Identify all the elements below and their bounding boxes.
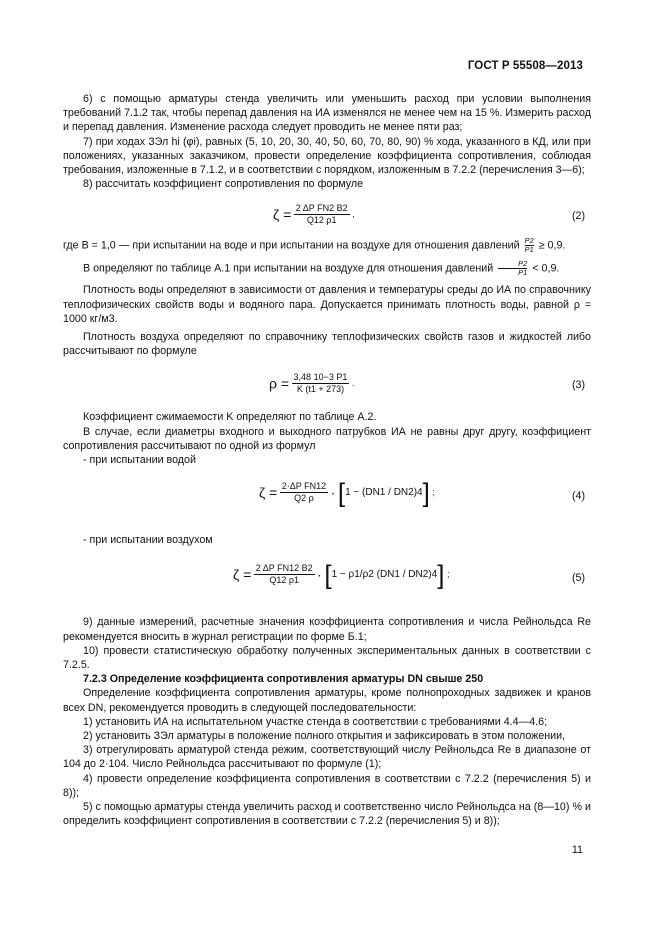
air-test-label: - при испытании воздухом <box>83 534 213 547</box>
formula-2-number: (2) <box>571 210 585 223</box>
water-density-paragraph: Плотность воды определяют в зависимости от давления и температуры среды до ИА по справочнику теплофизических свойств воды и водяного пара. Допускается принимать плотность воды, равной ρ = 1000 кг/м3. <box>63 284 591 325</box>
doc-header: ГОСТ Р 55508—2013 <box>467 60 583 72</box>
step-5: 5) с помощью арматуры стенда увеличить расход и соответственно число Рейнольдса на (8—10) % и определить коэффициент сопротивления в соответствии с 7.2.2 (перечисления 5) и 8)); <box>63 801 591 828</box>
paragraph-10: 10) провести статистическую обработку полученных экспериментальных данных в соответствии с 7.2.5. <box>63 644 591 672</box>
document-body <box>63 92 591 829</box>
formula-3: ρ = $\frac{3,48 10-3 P1}{K (t1 + 273)}$ . (3) <box>269 372 585 395</box>
section-heading: 7.2.3 Определение коэффициента сопротивления арматуры DN свыше 250 <box>83 673 484 686</box>
different-diameters-paragraph: В случае, если диаметры входного и выходного патрубков ИА не равны друг другу, коэффициент сопротивления рассчитывают по одной из формул <box>63 425 591 452</box>
paragraph-6: 6) с помощью арматуры стенда увеличить или уменьшить расход при условии выполнения требований 7.1.2 так, чтобы перепад давления на ИА изменялся не менее чем на 15 %. Измерить расход и перепад давления. Изменение расхода следует проводить не менее пяти раз; <box>63 93 591 134</box>
formula-5-number: (5) <box>571 572 585 585</box>
formula-4-number: (4) <box>571 490 585 503</box>
step-2: 2) установить ЗЭл арматуры в положение полного открытия и зафиксировать в этом положении, <box>83 730 566 743</box>
where-b-line: где B = 1,0 — при испытании на воде и при испытании на воздухе для отношения давлений $\frac{P2}{P1}$ ≥ 0,9. <box>63 236 566 255</box>
air-density-paragraph: Плотность воздуха определяют по справочнику теплофизических свойств газов и жидкостей либо рассчитывают по формуле <box>63 331 591 358</box>
b-table-line: B определяют по таблице А.1 при испытании на воздухе для отношения давлений $\frac{P2}{P1}$ < 0,9. <box>83 259 560 278</box>
water-test-label: - при испытании водой <box>83 454 196 467</box>
pressure-ratio: $\frac{P2}{P1}$ <box>498 260 527 277</box>
step-1: 1) установить ИА на испытательном участке стенда в соответствии с требованиями 4.4—4.6; <box>83 715 548 728</box>
section-intro: Определение коэффициента сопротивления арматуры, кроме полнопроходных задвижек и кранов всех DN, рекомендуется проводить в следующей последовательности: <box>63 687 591 714</box>
step-4: 4) провести определение коэффициента сопротивления в соответствии с 7.2.2 (перечисления 5) и 8)); <box>63 772 591 799</box>
step-3: 3) отрегулировать арматурой стенда режим, соответствующий числу Рейнольдса Re в диапазоне от 104 до 2·104. Число Рейнольдса рассчитывают по формуле (1); <box>63 744 591 771</box>
paragraph-8: 8) рассчитать коэффициент сопротивления по формуле <box>83 178 364 191</box>
formula-4: ζ = $\frac{\text{2·ΔP FN12}}{Q2 \rho}$ · [1 − (DN1 / DN2)4] ; (4) <box>259 477 585 508</box>
formula-3-number: (3) <box>571 379 585 392</box>
page-number: 11 <box>571 844 583 856</box>
pressure-ratio: $\frac{P2}{P1}$ <box>524 236 534 255</box>
k-coefficient-paragraph: Коэффициент сжимаемости K определяют по таблице А.2. <box>83 411 377 424</box>
formula-2: ζ = $\frac{\text{2 ΔP FN2 B2}}{Q12 \rho 1}$ , (2) <box>273 203 585 226</box>
paragraph-7: 7) при ходах ЗЭл hi (φi), равных (5, 10, 20, 30, 40, 50, 60, 70, 80, 90) % хода, указанного в КД, или при положениях, указанных заказчиком, провести определение коэффициента сопротивления, соблюдая требования, изложенные в 7.1.2, и в соответствии с порядком, изложенным в 7.2.2 (перечисления 3—6); <box>63 135 591 177</box>
paragraph-9: 9) данные измерений, расчетные значения коэффициента сопротивления и числа Рейнольдса Re рекомендуется вносить в журнал регистрации по форме Б.1; <box>63 616 591 643</box>
formula-5: ζ = $\frac{\text{2 ΔP FN12 B2}}{Q12 \rho 1}$ · [1 − ρ1/ρ2 (DN1 / DN2)4] ; (5) <box>233 559 585 590</box>
